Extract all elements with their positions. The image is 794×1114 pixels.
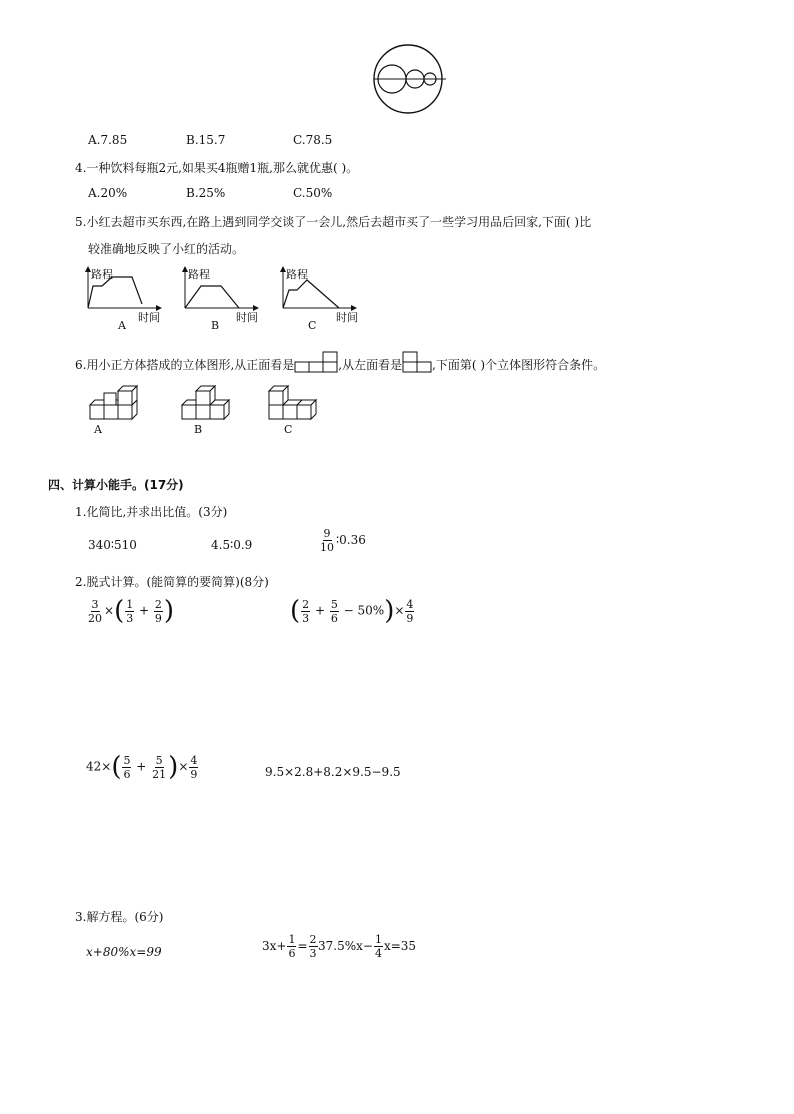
sub1-item3-fraction: $\frac{9}{10}$ <box>320 527 334 554</box>
sub1-item1: 340∶510 <box>88 538 137 552</box>
q3-option-b: B.15.7 <box>186 133 226 147</box>
left-view-icon <box>402 351 432 376</box>
q5-question-line2: 较准确地反映了小红的活动。 <box>88 242 245 256</box>
q6-text-part2: ,从左面看是 <box>338 358 403 372</box>
q4-option-c: C.50% <box>293 186 333 200</box>
q5-graph-c-letter: C <box>308 319 317 332</box>
q5-graph-a-letter: A <box>118 319 126 332</box>
section4-title: 四、计算小能手。(17分) <box>48 478 184 492</box>
sub1-item2: 4.5∶0.9 <box>211 538 253 552</box>
q6-option-a-cubes <box>88 385 144 424</box>
q4-option-b: B.25% <box>186 186 226 200</box>
q5-graph-b-ylabel: 路程 <box>188 268 210 281</box>
q6-option-b-label: B <box>194 423 203 436</box>
q6-text-part3: ,下面第( )个立体图形符合条件。 <box>432 358 606 372</box>
q6-option-a-label: A <box>94 423 102 436</box>
q5-graph-c-xlabel: 时间 <box>336 311 358 324</box>
q3-option-c: C.78.5 <box>293 133 333 147</box>
q6-option-b-cubes <box>180 385 236 424</box>
front-view-icon <box>294 351 338 376</box>
q5-graph-c-ylabel: 路程 <box>286 268 308 281</box>
equation1: x+80%x=99 <box>86 945 162 959</box>
circle-figure <box>370 40 450 121</box>
q5-graph-a-xlabel: 时间 <box>138 311 160 324</box>
q5-question-line1: 5.小红去超市买东西,在路上遇到同学交谈了一会儿,然后去超市买了一些学习用品后回家,下面( )比 <box>75 215 592 229</box>
equation3: 37.5%x− $\frac{1}{4}$ x=35 <box>318 933 417 960</box>
q6-option-c-cubes <box>267 385 327 424</box>
q4-question: 4.一种饮料每瓶2元,如果买4瓶赠1瓶,那么就优惠( )。 <box>75 161 359 175</box>
sub3-title: 3.解方程。(6分) <box>75 910 164 924</box>
q5-graph-b-letter: B <box>211 319 220 332</box>
expr1: $\frac{3}{20}$ ×( $\frac{1}{3}$ + $\frac{2}{9}$ ) <box>88 596 175 626</box>
sub1-title: 1.化简比,并求出比值。(3分) <box>75 505 228 519</box>
equation2: 3x+ $\frac{1}{6}$ = $\frac{2}{3}$ <box>262 933 317 960</box>
q6-text-part1: 6.用小正方体搭成的立体图形,从正面看是 <box>75 358 295 372</box>
sub2-title: 2.脱式计算。(能简算的要简算)(8分) <box>75 575 269 589</box>
q6-option-c-label: C <box>284 423 293 436</box>
expr4: 9.5×2.8+8.2×9.5−9.5 <box>265 765 401 779</box>
q5-graph-a-ylabel: 路程 <box>91 268 113 281</box>
q6-question <box>75 351 605 376</box>
q5-graph-b-xlabel: 时间 <box>236 311 258 324</box>
sub1-item3: $\frac{9}{10}$ ∶0.36 <box>320 527 366 554</box>
q4-option-a: A.20% <box>88 186 128 200</box>
q3-option-a: A.7.85 <box>88 133 128 147</box>
expr3: 42×( $\frac{5}{6}$ + $\frac{5}{21}$ )× $\frac{4}{9}$ <box>86 752 198 782</box>
expr2: ( $\frac{2}{3}$ + $\frac{5}{6}$ − 50%)× $\frac{4}{9}$ <box>290 596 414 626</box>
